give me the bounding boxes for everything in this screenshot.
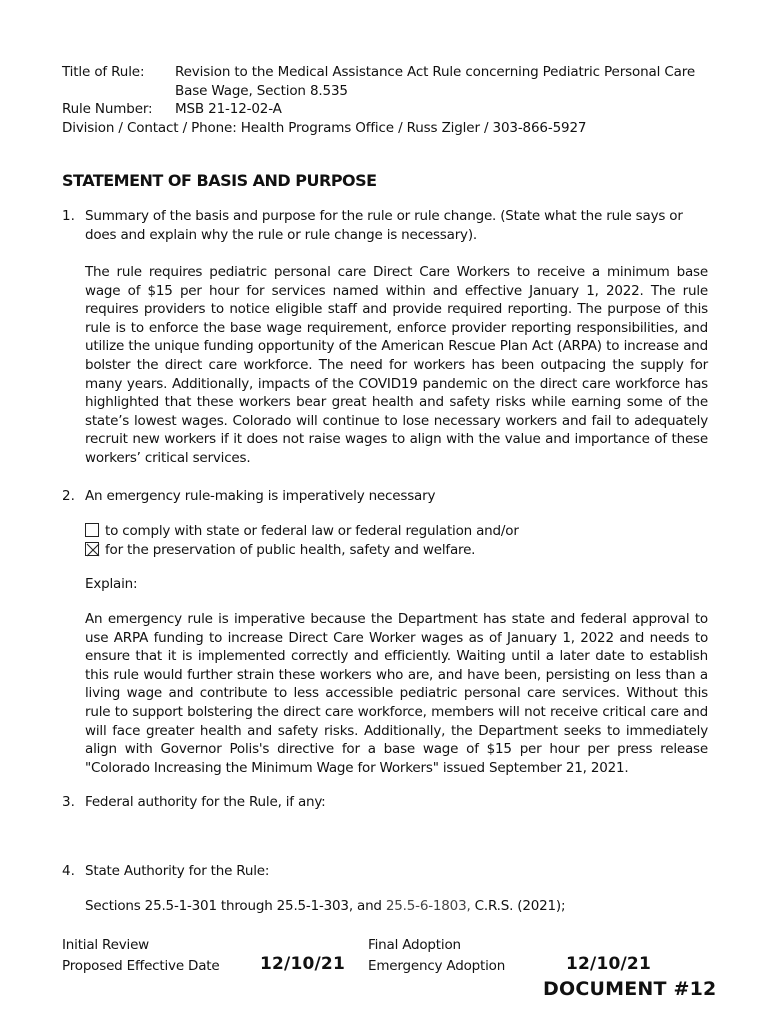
emergency-adoption-label: Emergency Adoption bbox=[368, 958, 506, 974]
initial-review-label: Initial Review bbox=[62, 937, 150, 953]
proposed-effective-date-label: Proposed Effective Date bbox=[62, 958, 220, 974]
item-3-number: 3. bbox=[62, 794, 75, 810]
item-1-body: The rule requires pediatric personal care Direct Care Workers to receive a minimum base wage of $15 per hour for services named within and effective January 1, 2022. The rule requires providers to notice eligible staff and provide required reporting. The purpose of this rule is to enforce the base wage requirement, enforce provider reporting responsibilities, and utilize the unique funding opportunity of the American Rescue Plan Act (ARPA) to increase and bolster the direct care workforce. The need for workers has been outpacing the supply for many years. Additionally, impacts of the COVID19 pandemic on the direct care workforce has highlighted that these workers bear great health and safety risks while earning some of the state’s lowest wages. Colorado will continue to lose necessary workers and fail to adequately recruit new workers if it does not raise wages to align with the value and importance of these workers’ critical services. bbox=[85, 264, 708, 466]
emergency-adoption-date-value: 12/10/21 bbox=[566, 954, 651, 974]
checkbox-health-checked[interactable] bbox=[85, 542, 99, 556]
division-contact-line: Division / Contact / Phone: Health Programs Office / Russ Zigler / 303-866-5927 bbox=[62, 119, 587, 136]
title-of-rule-label: Title of Rule: bbox=[62, 64, 145, 80]
item-4-number: 4. bbox=[62, 863, 75, 879]
item-2-prompt: An emergency rule-making is imperatively necessary bbox=[85, 488, 436, 504]
rule-number-label: Rule Number: bbox=[62, 101, 153, 118]
section-heading: STATEMENT OF BASIS AND PURPOSE bbox=[62, 171, 377, 190]
proposed-effective-date-value: 12/10/21 bbox=[260, 954, 345, 974]
item-4-body-text: Sections 25.5-1-301 through 25.5-1-303, and bbox=[85, 898, 386, 914]
title-of-rule-value: Revision to the Medical Assistance Act Rule concerning Pediatric Personal Care bbox=[175, 64, 696, 80]
item-4-body-suffix: C.R.S. (2021); bbox=[470, 898, 566, 914]
checkbox-health-label: for the preservation of public health, safety and welfare. bbox=[105, 542, 476, 558]
title-of-rule-value-continued: Base Wage, Section 8.535 bbox=[175, 82, 348, 99]
item-2-explain-label: Explain: bbox=[85, 576, 138, 592]
item-1-prompt: Summary of the basis and purpose for the rule or rule change. (State what the rule says or does and explain why the rule or rule change is necessary). bbox=[85, 208, 683, 243]
statute-citation: 25.5-6-1803, bbox=[385, 898, 471, 914]
checkmark-x-icon bbox=[86, 543, 100, 557]
final-adoption-label: Final Adoption bbox=[368, 937, 461, 953]
rule-number-value: MSB 21-12-02-A bbox=[175, 101, 282, 118]
item-4-body bbox=[85, 897, 708, 916]
item-4-prompt: State Authority for the Rule: bbox=[85, 863, 270, 879]
item-1-number: 1. bbox=[62, 208, 75, 224]
item-2-number: 2. bbox=[62, 488, 75, 504]
checkbox-law-label: to comply with state or federal law or federal regulation and/or bbox=[105, 523, 519, 539]
document-number: DOCUMENT #12 bbox=[543, 978, 717, 1000]
checkbox-law[interactable] bbox=[85, 523, 99, 537]
checkbox-option-law-row bbox=[85, 522, 519, 541]
checkbox-option-health-row bbox=[85, 541, 475, 560]
item-2-body: An emergency rule is imperative because the Department has state and federal approval to use ARPA funding to increase Direct Care Worker wages as of January 1, 2022 and needs to ensure that it is implemented correctly and efficiently. Waiting until a later date to establish this rule would further strain these workers who are, and have been, persisting on less than a living wage and contribute to less accessible pediatric personal care services. Without this rule to support bolstering the direct care workforce, members will not receive critical care and will face greater health and safety risks. Additionally, the Department seeks to immediately align with Governor Polis's directive for a base wage of $15 per hour per press release "Colorado Increasing the Minimum Wage for Workers" issued September 21, 2021. bbox=[85, 611, 708, 776]
item-3-prompt: Federal authority for the Rule, if any: bbox=[85, 794, 326, 810]
